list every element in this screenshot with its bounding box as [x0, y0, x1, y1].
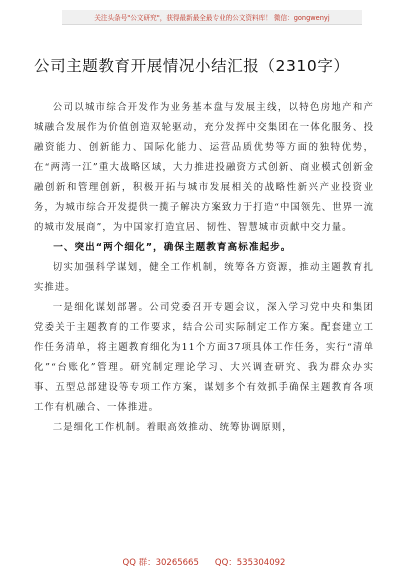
- body-paragraph: 切实加强科学谋划，健全工作机制，统筹各方资源，推动主题教育扎实推进。: [34, 262, 374, 293]
- intro-paragraph: 公司以城市综合开发作为业务基本盘与发展主线，以特色房地产和产城融合发展作为价值创造双轮驱动，充分发挥中交集团在一体化服务、投融资能力、创新能力、国际化能力、运营品质优势等方面的独特优势，在“两湾一江”重大战略区域，大力推进投融资方式创新、商业模式创新金融创新和管理创新，积极开拓与城市发展相关的战略性新兴产业投资业务，为城市综合开发提供一揽子解决方案致力于打造“中国领先、世界一流的城市发展商”，为中国家打造宜居、韧性、智慧城市贡献中交力量。: [34, 102, 374, 233]
- footer-qq: QQ：535304092: [214, 558, 286, 568]
- page-footer: [0, 556, 408, 568]
- footer-qq-group: QQ 群：30265665: [122, 558, 199, 568]
- top-banner: [62, 10, 362, 25]
- banner-text: 关注头条号"公文研究"，获得最新最全最专业的公文资料库！ 微信：gongwenyj: [94, 14, 330, 22]
- document-body: [34, 98, 374, 438]
- body-paragraph: 二是细化工作机制。着眼高效推动、统筹协调原则，: [52, 422, 293, 433]
- document-title: 公司主题教育开展情况小结汇报（2310字）: [34, 57, 350, 75]
- section-heading: 一、突出“两个细化”，确保主题教育高标准起步。: [53, 242, 292, 253]
- body-paragraph: 一是细化谋划部署。公司党委召开专题会议，深入学习党中央和集团党委关于主题教育的工作要求，结合公司实际制定工作方案。配套建立工作任务清单，将主题教育细化为11个方面37项具体工作任务，实行“清单化”“台账化”管理。研究制定理论学习、大兴调查研究、我为群众办实事、五型总部建设等专项工作方案，谋划多个有效抓手确保主题教育各项工作有机融合、一体推进。: [34, 302, 374, 413]
